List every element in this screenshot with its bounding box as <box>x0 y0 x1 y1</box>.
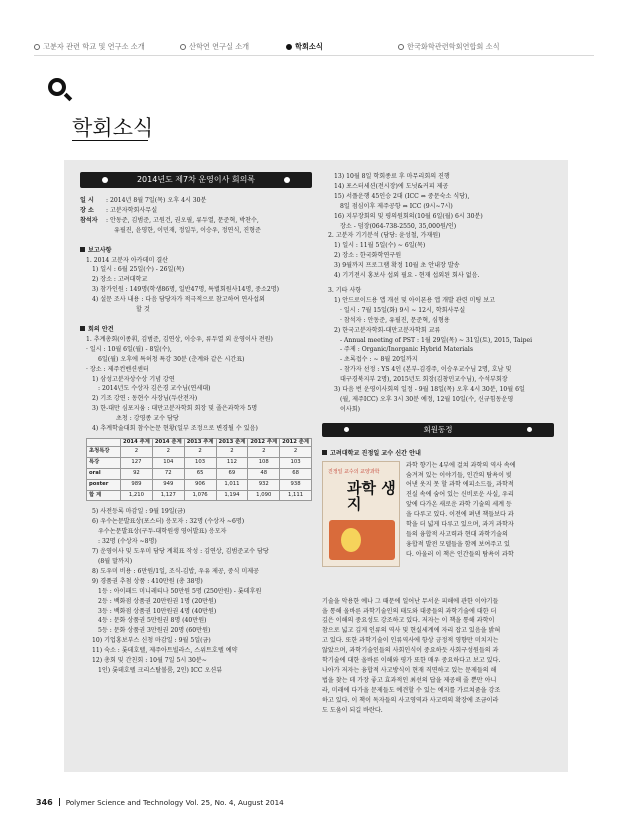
page-title: 학회소식 <box>72 116 154 140</box>
agenda-line: 3. 기타 사항 <box>328 286 362 294</box>
table-header-cell: 2012 추계 <box>248 438 280 446</box>
report-heading: 보고사항 <box>80 246 312 256</box>
book-text-line: 앞에 다가온 새로운 과학 기술의 세계 등 <box>406 501 512 509</box>
table-cell: 932 <box>248 479 280 490</box>
report-line: 4) 설문 조사 내용 : 다음 담당자가 적극적으로 참고하여 연사섭외 <box>92 296 265 304</box>
table-cell: 949 <box>152 479 184 490</box>
table-row <box>87 457 312 468</box>
agenda-line: 5등 : 문화 상품권 3만원권 20명 (60만원) <box>98 627 211 635</box>
agenda-line: - 초록접수 : ~ 8월 20일까지 <box>340 356 418 364</box>
agenda-line: 대구경북지부 2명), 2015년도 회장(김창민교수님), 수석부회장 <box>340 376 508 384</box>
square-bullet-icon <box>80 326 85 331</box>
meta-row-place: 장 소 : 고분자학회사무실 <box>80 206 158 214</box>
right-agenda-lines <box>322 172 554 415</box>
agenda-line: 3) 한-대만 심포지움 : 대만고분자학회 회장 및 졸은과학자 5명 <box>92 405 258 413</box>
after-table-lines <box>80 507 312 675</box>
table-row-label: 합 계 <box>87 490 121 501</box>
footer-divider <box>59 798 60 806</box>
meeting-header-bar: 2014년도 제7차 운영이사 회의록 <box>80 172 312 188</box>
agenda-line: - 주제 : Organic/Inorganic Hybrid Materials <box>340 346 474 354</box>
member-news-header-bar: 회원동정 <box>322 423 554 437</box>
table-cell: 2 <box>184 446 216 457</box>
table-cell: 2 <box>248 446 280 457</box>
table-row-label: 초청특강 <box>87 446 121 457</box>
agenda-line: 4) 기기전시 홍보사 섭외 필요 - 현재 섭외된 회사 없음. <box>334 272 480 280</box>
circle-bullet-icon <box>180 44 186 50</box>
title-underline <box>72 140 148 141</box>
top-breadcrumb-nav <box>34 40 594 56</box>
table-cell: 112 <box>216 457 248 468</box>
table-cell: 938 <box>280 479 312 490</box>
filled-circle-bullet-icon <box>286 44 292 50</box>
agenda-line: 3등 : 백화점 상품권 10만원권 4명 (40만원) <box>98 607 217 615</box>
agenda-line: 2등 : 백화점 상품권 20만원권 1명 (20만원) <box>98 597 217 605</box>
nav-item-schools[interactable]: 고분자 관련 학교 및 연구소 소개 <box>34 42 145 52</box>
agenda-line: 1인) 롯데호텔 크리스탈볼룸, 2인) ICC 오션뷰 <box>98 666 223 674</box>
agenda-line: 1. 추계총회(이종휘, 김범준, 김연상, 이승우, 류두열 외 운영이사 전원) <box>86 335 273 343</box>
book-cover-illustration <box>329 520 395 560</box>
table-cell: 104 <box>152 457 184 468</box>
square-bullet-icon <box>80 247 85 252</box>
magnifier-ring-icon <box>48 78 66 96</box>
book-text-line: 고 있다. 또한 과학기술이 인류역사에 항상 긍정적 영향만 미치지는 <box>322 637 499 645</box>
agenda-line: (월, 제주ICC) 오후 3시 30분 예정, 12월 10일(수, 신규힘동운영 <box>340 395 514 403</box>
agenda-line: 7) 운영이사 및 도우미 담당 계획표 작성 : 김연상, 김범준교수 담당 <box>92 548 269 556</box>
agenda-line: 14) 포스터세션(전시장)에 도넛&커피 제공 <box>334 182 449 190</box>
meta-row-date: 일 시 : 2014년 8월 7일(목) 오후 4시 30분 <box>80 197 207 204</box>
report-line: 1. 2014 고분자 아카데미 결산 <box>86 256 169 264</box>
book-text-line: 참으로 넓고 깊게 인류의 역사 및 현실세계에 자리 잡고 있음을 밝혀 <box>322 627 501 635</box>
table-cell: 69 <box>216 468 248 479</box>
circle-bullet-icon <box>398 44 404 50</box>
table-header-cell: 2013 추계 <box>184 438 216 446</box>
meta-row-attendees: 참석자 : 안동준, 김범준, 고원건, 권오필, 류두열, 문준혁, 박찬수, <box>80 216 259 224</box>
agenda-line: 3) 9월까지 프로그램 확정 10월 초 안내장 발송 <box>334 262 460 270</box>
table-header-cell: 2014 춘계 <box>152 438 184 446</box>
agenda-line: · 참석자 : 안동준, 유필진, 문준혁, 심형용 <box>340 316 450 324</box>
book-text-line: 을 통해 올바른 과학기술인의 태도와 대중들의 과학기술에 대한 더 <box>322 607 497 615</box>
table-cell: 92 <box>121 468 153 479</box>
book-text-line: 학기술에 대한 올바른 이해와 평가 또한 매우 중요하다고 보고 있다. <box>322 657 501 665</box>
page-footer <box>36 798 284 807</box>
report-line: 1) 일시 : 6월 25일(수) - 26일(목) <box>92 266 185 274</box>
agenda-line: 이사회) <box>340 405 361 413</box>
agenda-line: · 일시 : 10월 6일(월) - 8일(수), <box>86 345 172 353</box>
book-text-line: 않았으며, 과학기술인들의 사회인식이 중요하듯 사회구성원들의 과 <box>322 647 499 655</box>
book-text-line: 융합적 발전 모델들을 함께 보여주고 있 <box>406 540 510 548</box>
agenda-line: 13) 10월 8일 학회종료 후 마무리회의 진행 <box>334 173 450 180</box>
book-text-line: 진실 속에 숨어 있는 신비로운 사실, 우리 <box>406 491 514 499</box>
book-text-line: 나아가 저자는 융합적 사고방식이 현재 직면하고 있는 문제들의 해 <box>322 667 497 674</box>
journal-citation: Polymer Science and Technology Vol. 25, No. 4, August 2014 <box>65 798 284 807</box>
table-header-cell <box>87 438 121 446</box>
table-row <box>87 446 312 457</box>
table-cell: 2 <box>216 446 248 457</box>
book-text-line: 어낸 웃지 못 할 과학 에피소드들, 과학적 <box>406 481 514 489</box>
agenda-line: 5) 사전등록 마감일 : 9월 19일(금) <box>92 508 186 516</box>
agenda-line: 1) 삼성고분자상수상 기념 강연 <box>92 375 175 383</box>
book-text-line: 과학 향기는 4부에 걸쳐 과학의 역사 속에 <box>406 461 516 469</box>
agenda-line: 초청 : 강영종 교수 담당 <box>116 415 179 423</box>
table-cell: 103 <box>280 457 312 468</box>
book-text-line: 들의 융합적 사고력과 현대 과학기술의 <box>406 531 508 538</box>
book-text-line: 다. 아울러 이 책은 인간들의 탐욕이 과학 <box>406 550 514 558</box>
table-cell: 1,011 <box>216 479 248 490</box>
agenda-line: (8월 말까지) <box>98 558 133 565</box>
table-cell: 989 <box>121 479 153 490</box>
agenda-line: · 일시 : 7월 15일(화) 9시 ~ 12시, 학회사무실 <box>340 306 466 314</box>
nav-item-labs[interactable]: 산학연 연구실 소개 <box>180 42 249 52</box>
table-cell: 103 <box>184 457 216 468</box>
circle-bullet-icon <box>34 44 40 50</box>
table-row-label: oral <box>87 468 121 479</box>
nav-item-federation-news[interactable]: 한국화학관련학회연합회 소식 <box>398 42 500 52</box>
book-text-line: 하고 있다. 이 책이 독자들의 사고영역과 사고력의 확장에 조금이라 <box>322 696 499 704</box>
table-cell: 2 <box>280 446 312 457</box>
table-header-cell: 2013 춘계 <box>216 438 248 446</box>
book-text-line: 법을 찾는 데 가장 좋고 효과적인 최선의 답을 제공해 줄 뿐만 아니 <box>322 676 497 684</box>
report-line: 할 것 <box>136 306 150 314</box>
table-header-cell: 2014 추계 <box>121 438 153 446</box>
book-description-side <box>406 461 554 560</box>
right-column <box>322 172 554 716</box>
table-cell: 1,194 <box>216 490 248 501</box>
table-cell: 1,127 <box>152 490 184 501</box>
agenda-line: 4등 : 문화 상품권 5만원권 8명 (40만원) <box>98 617 207 625</box>
agenda-line: 6일(월) 오후에 특허청 특강 30분 (춘계와 같은 시간표) <box>98 355 245 363</box>
agenda-line: 16) 지부장회의 및 평의원회의(10월 6일(월) 6시 30분) <box>334 212 483 220</box>
table-cell: 108 <box>248 457 280 468</box>
agenda-heading: 회의 안건 <box>80 325 312 335</box>
book-news-heading: 고려대학교 진정일 교수 신간 안내 <box>322 449 554 459</box>
agenda-line: 8일 점심이후 제주공항 ⇔ ICC (9시~7시) <box>340 202 453 210</box>
book-text-line: 을 다루고 있다. 이전에 펴낸 책들보다 과 <box>406 511 514 519</box>
agenda-line: 1) 일시 : 11월 5일(수) ~ 6일(목) <box>334 242 426 250</box>
agenda-line: 1등 : 아이패드 미니레티나 50만원 5명 (250만원) - 롯데후원 <box>98 587 262 595</box>
agenda-line: 11) 숙소 : 롯데호텔, 제주아트빌라스, 스위트호텔 예약 <box>92 647 238 655</box>
agenda-line: 2) 장소 : 한국화학연구원 <box>334 252 402 260</box>
agenda-line: 2) 한국고분자학회-대만고분자학회 교류 <box>334 326 441 334</box>
book-text-line: 깊은 이해의 중요성도 강조하고 있다. 저자는 이 책을 통해 과학이 <box>322 617 495 625</box>
table-cell: 65 <box>184 468 216 479</box>
table-cell: 1,076 <box>184 490 216 501</box>
table-row-label: 특강 <box>87 457 121 468</box>
report-line: 3) 참가인원 : 149명(학생86명, 일반47명, 특별회원사14명, 중소2명) <box>92 286 279 294</box>
agenda-line: 6) 우수논문발표상(포스터) 응모자 : 32명 (수상자 ~6명) <box>92 518 245 526</box>
agenda-line: 1) 안드로이드용 앱 개선 및 아이폰용 앱 개발 관련 미팅 보고 <box>334 296 496 304</box>
agenda-line: 2) 기조 강연 : 동현수 사장님(두산전자) <box>92 395 198 403</box>
table-header-cell: 2012 춘계 <box>280 438 312 446</box>
left-column <box>80 172 312 676</box>
agenda-line: - Annual meeting of PST : 1월 29일(목) ~ 31일(토), 2015, Taipei <box>340 336 533 344</box>
book-text-line: 도 도움이 되길 바란다. <box>322 706 383 714</box>
attendees-cont: 유필진, 윤영한, 이민재, 정일두, 이승우, 정연식, 진형준 <box>114 226 261 234</box>
agenda-line: 12) 총회 및 간친회 : 10월 7일 5시 30분~ <box>92 657 207 665</box>
table-cell: 72 <box>152 468 184 479</box>
table-cell: 68 <box>280 468 312 479</box>
agenda-line: : 32명 (수상자 ~8명) <box>98 538 157 546</box>
table-cell: 2 <box>152 446 184 457</box>
table-cell: 1,090 <box>248 490 280 501</box>
report-lines <box>80 256 312 315</box>
table-row <box>87 468 312 479</box>
report-line: 2) 장소 : 고려대학교 <box>92 276 148 284</box>
agenda-line: · 장소 : 제주컨벤션센터 <box>86 365 149 373</box>
table-cell: 2 <box>121 446 153 457</box>
table-cell: 127 <box>121 457 153 468</box>
agenda-line: - 참가자 선정 : YS 4인 (본부-김경주, 이승우교수님 2명, 호남 및 <box>340 366 512 374</box>
book-section <box>322 461 554 597</box>
agenda-line: 10) 기업홍보부스 신청 마감일 : 9월 5일(금) <box>92 637 211 645</box>
nav-item-society-news[interactable]: 학회소식 <box>286 42 323 52</box>
agenda-lines <box>80 335 312 434</box>
book-description-full <box>322 597 554 716</box>
agenda-line: 장소 - 덤장(064-738-2550, 35,000원/인) <box>340 222 457 230</box>
table-cell: 906 <box>184 479 216 490</box>
book-cover-image: 진정일 교수의 교양과학 과학 생지 <box>322 461 400 567</box>
agenda-line: : 2014년도 수상자 김은경 교수님(연세대) <box>98 385 211 393</box>
book-text-line: 라, 미래에 다가올 문제들도 예견할 수 있는 예지를 가르쳐줌을 강조 <box>322 686 501 694</box>
square-bullet-icon <box>322 450 327 455</box>
agenda-line: 8) 도우미 비용 : 6만원/1일, 조식-김밥, 우유 제공, 중식 미제공 <box>92 567 260 575</box>
agenda-line: 3) 다음 번 운영이사회의 일정 - 9월 18일(목) 오후 4시 30분, 10월 6일 <box>334 386 525 394</box>
table-cell: 1,111 <box>280 490 312 501</box>
agenda-line: 2. 고분자 기기분석 (담당: 윤성철, 가재원) <box>328 232 441 240</box>
abstract-stats-table <box>86 438 312 502</box>
table-cell: 48 <box>248 468 280 479</box>
agenda-line: 15) 서플운행 45인승 2대 (ICC ⇔ 중문숙소 식당), <box>334 192 470 200</box>
table-row <box>87 490 312 501</box>
book-text-line: 학을 더 넓게 다루고 있으며, 과거 과학자 <box>406 521 514 529</box>
agenda-line: 9) 경품권 추첨 상품 : 410만원 (총 38명) <box>92 577 203 585</box>
table-cell: 1,210 <box>121 490 153 501</box>
agenda-line: 우수논문발표상(구두-대학원생 영어발표) 응모자 <box>98 528 227 536</box>
table-header-row <box>87 438 312 446</box>
book-text-line: 숨겨져 있는 이야기들, 인간의 탐욕이 빚 <box>406 471 512 479</box>
agenda-line: 4) 추계학술대회 참수논문 현황(일부 조정으로 변경될 수 있음) <box>92 425 258 433</box>
page-number: 346 <box>36 798 53 807</box>
table-row <box>87 479 312 490</box>
book-text-line: 기술을 악용한 예나 그 때문에 일어난 무서운 피해에 관한 이야기들 <box>322 597 499 605</box>
table-row-label: poster <box>87 479 121 490</box>
